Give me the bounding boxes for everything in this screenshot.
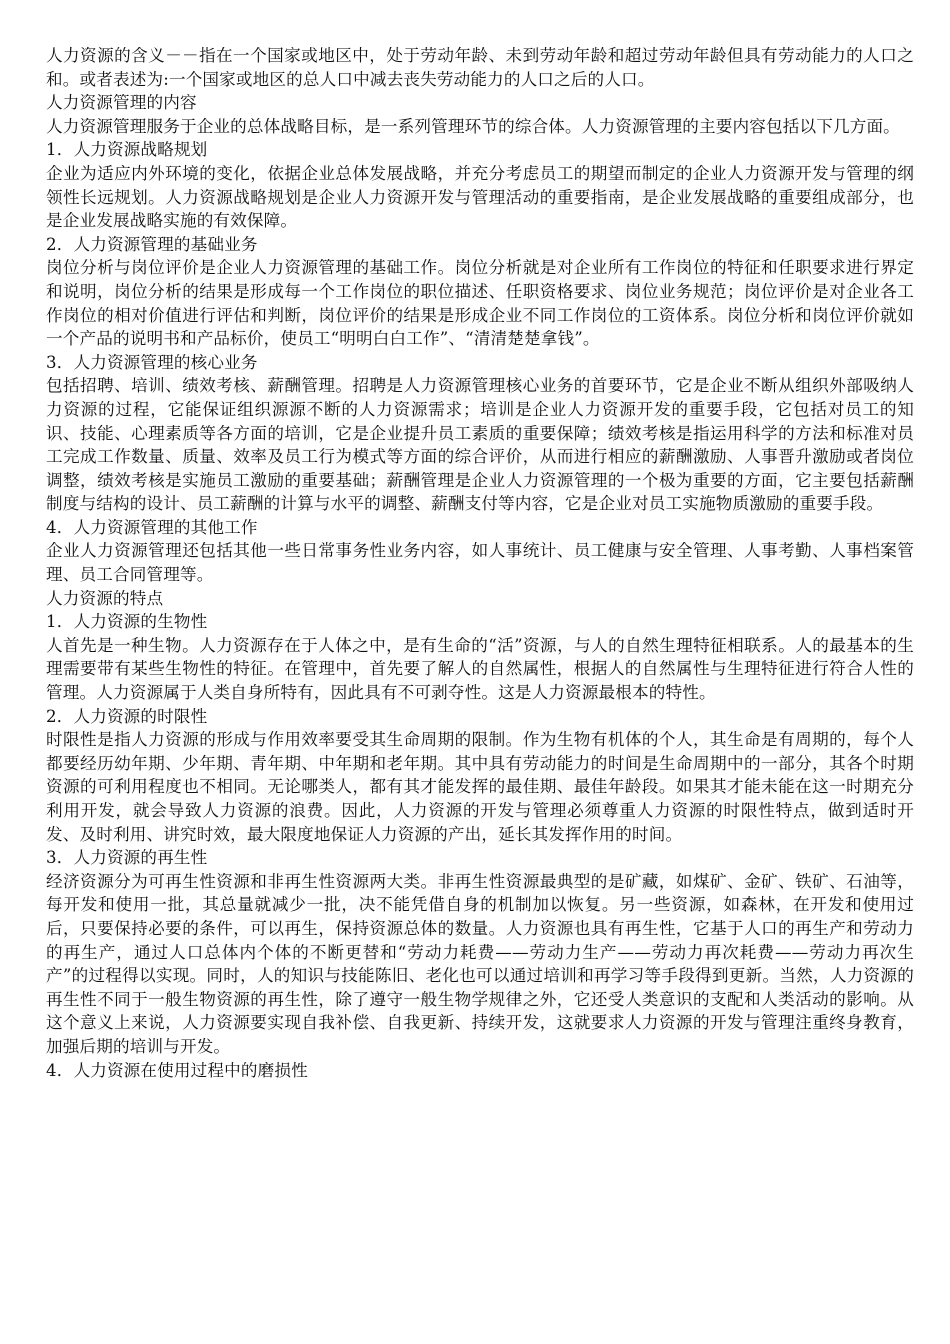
paragraph-time-limit: 时限性是指人力资源的形成与作用效率要受其生命周期的限制。作为生物有机体的个人，其生命是有周期的，每个人都要经历幼年期、少年期、青年期、中年期和老年期。其中具有劳动能力的时间是生命周期中的一部分，其各个时期资源的可利用程度也不相同。无论哪类人，都有其才能发挥的最佳期、最佳年龄段。如果其才能未能在这一时期充分利用开发，就会导致人力资源的浪费。因此，人力资源的开发与管理必须尊重人力资源的时限性特点，做到适时开发、及时利用、讲究时效，最大限度地保证人力资源的产出，延长其发挥作用的时间。 (46, 730, 914, 844)
paragraph-biological: 人首先是一种生物。人力资源存在于人体之中，是有生命的“活”资源，与人的自然生理特征相联系。人的最基本的生理需要带有某些生物性的特征。在管理中，首先要了解人的自然属性，根据人的自然属性与生理特征进行符合人性的管理。人力资源属于人类自身所特有，因此具有不可剥夺性。这是人力资源最根本的特性。 (46, 635, 914, 703)
heading-hrm-content: 人力资源管理的内容 (46, 93, 197, 113)
paragraph-other-work: 企业人力资源管理还包括其他一些日常事务性业务内容，如人事统计、员工健康与安全管理、人事考勤、人事档案管理、员工合同管理等。 (46, 541, 914, 585)
heading-biological: 1．人力资源的生物性 (46, 612, 208, 632)
heading-wear: 4．人力资源在使用过程中的磨损性 (46, 1060, 308, 1080)
paragraph-strategy-planning: 企业为适应内外环境的变化，依据企业总体发展战略，并充分考虑员工的期望而制定的企业人力资源开发与管理的纲领性长远规划。人力资源战略规划是企业人力资源开发与管理活动的重要指南，是企业发展战略的重要组成部分，也是企业发展战略实施的有效保障。 (46, 163, 914, 231)
heading-regenerative: 3．人力资源的再生性 (46, 848, 208, 868)
paragraph-core-business: 包括招聘、培训、绩效考核、薪酬管理。招聘是人力资源管理核心业务的首要环节，它是企业不断从组织外部吸纳人力资源的过程，它能保证组织源源不断的人力资源需求；培训是企业人力资源开发的重要手段，它包括对员工的知识、技能、心理素质等各方面的培训，它是企业提升员工素质的重要保障；绩效考核是指运用科学的方法和标准对员工完成工作数量、质量、效率及员工行为模式等方面的综合评价，从而进行相应的薪酬激励、人事晋升激励或者岗位调整，绩效考核是实施员工激励的重要基础；薪酬管理是企业人力资源管理的一个极为重要的方面，它主要包括薪酬制度与结构的设计、员工薪酬的计算与水平的调整、薪酬支付等内容，它是企业对员工实施物质激励的重要手段。 (46, 376, 914, 514)
document-page (46, 44, 914, 1082)
paragraph-definition: 人力资源的含义－－指在一个国家或地区中，处于劳动年龄、未到劳动年龄和超过劳动年龄但具有劳动能力的人口之和。或者表述为:一个国家或地区的总人口中减去丧失劳动能力的人口之后的人口。 (46, 46, 914, 89)
paragraph-basic-business: 岗位分析与岗位评价是企业人力资源管理的基础工作。岗位分析就是对企业所有工作岗位的特征和任职要求进行界定和说明，岗位分析的结果是形成每一个工作岗位的职位描述、任职资格要求、岗位业务规范；岗位评价是对企业各工作岗位的相对价值进行评估和判断，岗位评价的结果是形成企业不同工作岗位的工资体系。岗位分析和岗位评价就如一个产品的说明书和产品标价，使员工“明明白白工作”、“清清楚楚拿钱”。 (46, 258, 914, 349)
paragraph-hrm-content-intro: 人力资源管理服务于企业的总体战略目标，是一系列管理环节的综合体。人力资源管理的主要内容包括以下几方面。 (46, 116, 900, 136)
heading-strategy-planning: 1．人力资源战略规划 (46, 140, 208, 160)
heading-core-business: 3．人力资源管理的核心业务 (46, 352, 258, 372)
heading-basic-business: 2．人力资源管理的基础业务 (46, 234, 258, 254)
paragraph-regenerative: 经济资源分为可再生性资源和非再生性资源两大类。非再生性资源最典型的是矿藏，如煤矿、金矿、铁矿、石油等，每开发和使用一批，其总量就减少一批，决不能凭借自身的机制加以恢复。另一些资源，如森林，在开发和使用过后，只要保持必要的条件，可以再生，保持资源总体的数量。人力资源也具有再生性，它基于人口的再生产和劳动力的再生产，通过人口总体内个体的不断更替和“劳动力耗费——劳动力生产——劳动力再次耗费——劳动力再次生产”的过程得以实现。同时，人的知识与技能陈旧、老化也可以通过培训和再学习等手段得到更新。当然，人力资源的再生性不同于一般生物资源的再生性，除了遵守一般生物学规律之外，它还受人类意识的支配和人类活动的影响。从这个意义上来说，人力资源要实现自我补偿、自我更新、持续开发，这就要求人力资源的开发与管理注重终身教育，加强后期的培训与开发。 (46, 871, 914, 1056)
heading-other-work: 4．人力资源管理的其他工作 (46, 517, 258, 537)
heading-time-limit: 2．人力资源的时限性 (46, 706, 208, 726)
heading-hr-features: 人力资源的特点 (46, 588, 164, 608)
